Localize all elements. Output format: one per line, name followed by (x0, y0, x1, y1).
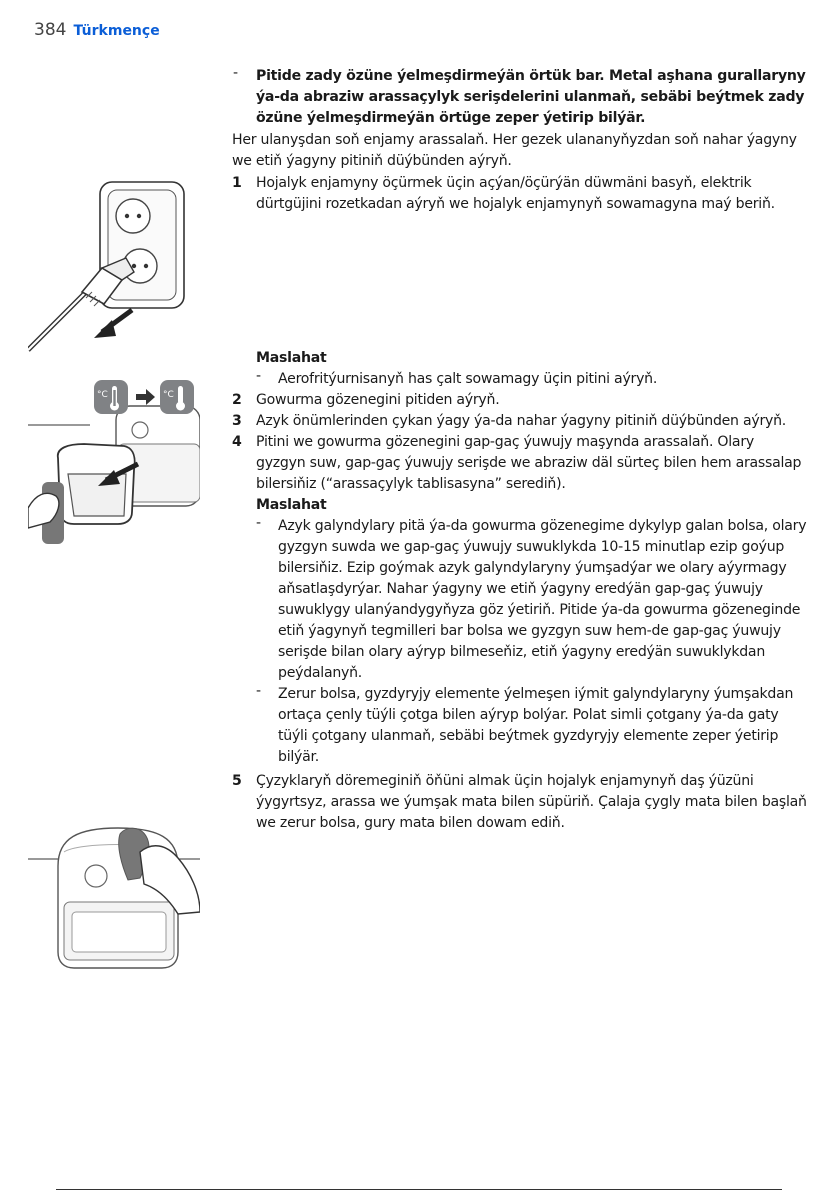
arrow-right-icon (136, 389, 155, 405)
tip-item: - Zerur bolsa, gyzdyryjy elemente ýelmeşen iýmit galyndylaryny ýumşakdan ortaça çenly tüýli çotga bilen aýryp bolýar. Polat simli çotgany ýa-da gaty tüýli çotgany ulanmaň, sebäbi beýtmek gyzdyryjy elemente zeper ýetirip bilýär. (256, 683, 794, 765)
step-text: Azyk önümlerinden çykan ýagy ýa-da nahar ýagyny pitiniň düýbünden aýryň. (256, 413, 786, 429)
footer-divider (56, 1189, 782, 1190)
language-label: Türkmençe (73, 23, 160, 39)
tip-item: - Azyk galyndylary pitä ýa-da gowurma gözenegime dykylyp galan bolsa, olary gyzgyn suwda we gap-gaç ýuwujy suwuklykda 10-15 minutlap ezip goýup bilersiňiz. Ezip goýmak azyk galyndylaryny ýumşadýar we olary aýyrmagy aňsatlaşdyrýar. Nahar ýagyny we etiň ýagyny eredýän gap-gaç ýuwujy suwuklygy ulanýandygyňyza göz ýetiriň. Pitide ýa-da gowurma gözeneginde etiň ýagynyň tegmilleri bar bolsa we gyzgyn suw hem-de gap-gaç ýuwujy serişde bilan olary aýryp bilmeseňiz, etiň ýagyny eredýän suwuklykdan peýdalanyň. (256, 515, 807, 681)
page-number: 384 (34, 20, 67, 40)
thermometer-hot-icon (94, 380, 128, 414)
step-text: Gowurma gözenegini pitiden aýryň. (256, 392, 500, 408)
tip-label: Maslahat (256, 497, 327, 513)
svg-text:°C: °C (97, 390, 108, 400)
page-header (34, 20, 160, 40)
warning-text: Pitide zady özüne ýelmeşdirmeýän örtük bar. Metal aşhana gurallaryny ýa-da abraziw arassaçylyk serişdelerini ulanmaň, sebäbi beýtmek zady özüne ýelmeşdirmeýän örtüge zeper ýetirip bilýär. (256, 68, 806, 126)
svg-text:°C: °C (163, 390, 174, 400)
wipe-appliance-illustration (28, 822, 200, 974)
remove-pan-illustration (28, 378, 200, 550)
step-item: 2 Gowurma gözenegini pitiden aýryň. (232, 392, 500, 408)
tip-item: - Aerofritýurnisanyň has çalt sowamagy üçin pitini aýryň. (256, 368, 658, 387)
step-item: 5 Çyzyklaryň döremeginiň öňüni almak üçin hojalyk enjamynyň daş ýüzüni ýygyrtsyz, arassa we ýumşak mata bilen süpüriň. Çalaja çygly mata bilen başlaň we zerur bolsa, gury mata bilen dowam ediň. (232, 773, 807, 831)
step-text: Hojalyk enjamyny öçürmek üçin açýan/öçürýän düwmäni basyň, elektrik dürtgüjini rozetkadan aýryň we hojalyk enjamynyň sowamagyna maý beriň. (256, 175, 775, 212)
intro-paragraph: Her ulanyşdan soň enjamy arassalaň. Her gezek ulananyňyzdan soň nahar ýagyny we etiň ýagyny pitiniň düýbünden aýryň. (232, 132, 797, 169)
step-item: 3 Azyk önümlerinden çykan ýagy ýa-da nahar ýagyny pitiniň düýbünden aýryň. (232, 413, 786, 429)
main-content (232, 66, 807, 834)
step-text: Çyzyklaryň döremeginiň öňüni almak üçin hojalyk enjamynyň daş ýüzüni ýygyrtsyz, arassa we ýumşak mata bilen süpüriň. Çalaja çygly mata bilen başlaň we zerur bolsa, gury mata bilen dowam ediň. (256, 773, 807, 831)
thermometer-cool-icon (160, 380, 194, 414)
warning-item: - Pitide zady özüne ýelmeşdirmeýän örtük bar. Metal aşhana gurallaryny ýa-da abraziw arassaçylyk serişdelerini ulanmaň, sebäbi beýtmek zady özüne ýelmeşdirmeýän örtüge zeper ýetirip bilýär. (233, 65, 806, 126)
step-text: Pitini we gowurma gözenegini gap-gaç ýuwujy maşynda arassalaň. Olary gyzgyn suw, gap-gaç ýuwujy serişde we abraziw däl sürteç bilen hem arassalap bilersiňiz (“arassaçylyk tablisasyna” serediň). (256, 434, 802, 492)
unplug-illustration (28, 180, 188, 352)
tip-label: Maslahat (256, 350, 327, 366)
step-item: 1 Hojalyk enjamyny öçürmek üçin açýan/öçürýän düwmäni basyň, elektrik dürtgüjini rozetkadan aýryň we hojalyk enjamynyň sowamagyna maý beriň. (232, 175, 775, 212)
step-item: 4 Pitini we gowurma gözenegini gap-gaç ýuwujy maşynda arassalaň. Olary gyzgyn suw, gap-gaç ýuwujy serişde we abraziw däl sürteç bilen hem arassalap bilersiňiz (“arassaçylyk tablisasyna” serediň). (232, 434, 802, 492)
